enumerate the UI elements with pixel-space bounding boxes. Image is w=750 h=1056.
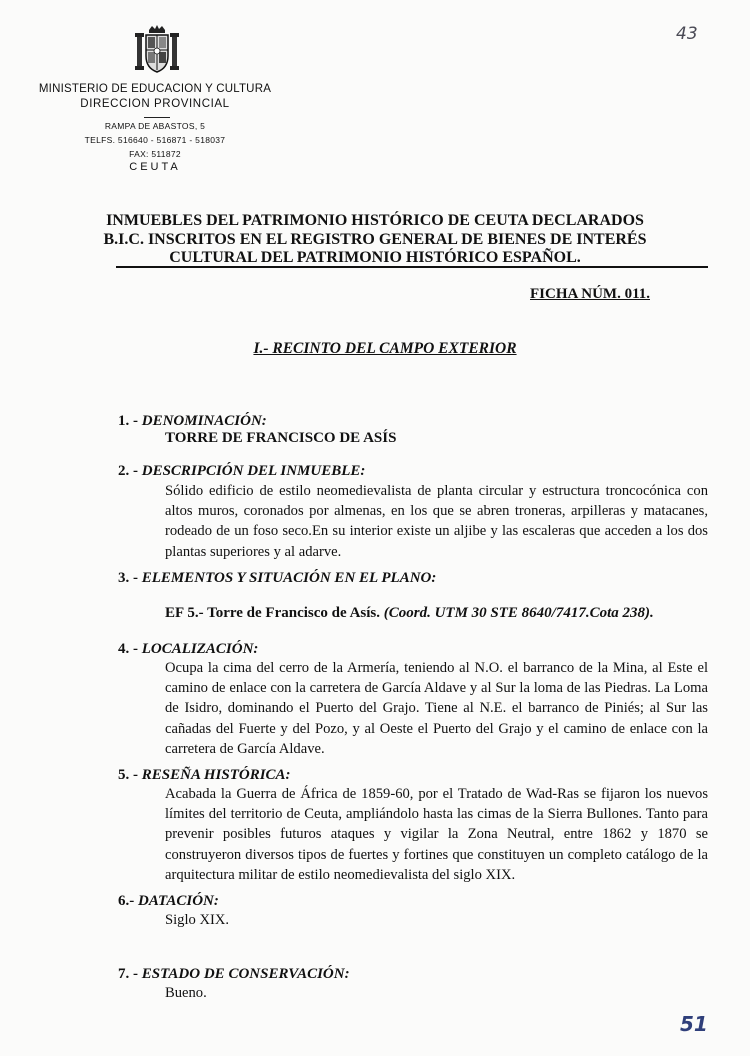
- denominacion-value: TORRE DE FRANCISCO DE ASÍS: [165, 430, 397, 446]
- coat-of-arms-icon: [134, 24, 180, 74]
- section-heading-elementos: [118, 570, 436, 587]
- section-heading-text: DESCRIPCIÓN DEL INMUEBLE:: [141, 463, 366, 479]
- document-title-line-2: B.I.C. INSCRITOS EN EL REGISTRO GENERAL DE BIENES DE INTERÉS: [103, 231, 647, 248]
- section-heading-datacion: [118, 893, 219, 910]
- letterhead-fax: FAX: 511872: [129, 149, 181, 159]
- letterhead-address: RAMPA DE ABASTOS, 5: [104, 121, 206, 131]
- section-heading-text: ESTADO DE CONSERVACIÓN:: [141, 966, 350, 982]
- descripcion-text: Sólido edificio de estilo neomedievalista de planta circular y estructura troncocónica con altos muros, coronados por almenas, en los que se abren troneras, arpilleras y matacanes, rodeado de un foso seco.En su interior existe un aljibe y las escaleras que acceden a los dos plantas superiores y al adarve.: [165, 483, 708, 560]
- elementos-value: [165, 605, 654, 622]
- section-heading-localizacion: [118, 641, 258, 658]
- ficha-number: FICHA NÚM. 011.: [530, 286, 650, 302]
- document-title-line-3: CULTURAL DEL PATRIMONIO HISTÓRICO ESPAÑOL.: [169, 249, 581, 266]
- section-number: 4. -: [118, 641, 142, 657]
- section-heading-text: LOCALIZACIÓN:: [141, 641, 259, 657]
- section-number: 1. -: [118, 413, 142, 429]
- section-number: 2. -: [118, 463, 142, 479]
- section-heading-text: ELEMENTOS Y SITUACIÓN EN EL PLANO:: [141, 570, 437, 586]
- section-heading-text: RESEÑA HISTÓRICA:: [141, 767, 291, 783]
- handwritten-page-number-bottom: 51: [680, 1012, 708, 1036]
- conservacion-text: Bueno.: [165, 985, 207, 1001]
- letterhead-phones: TELFS. 516640 - 516871 - 518037: [84, 135, 226, 145]
- letterhead-divider: [144, 117, 170, 118]
- resena-text: Acabada la Guerra de África de 1859-60, por el Tratado de Wad-Ras se fijaron los nuevos límites del territorio de Ceuta, ampliándolo hasta las cimas de la Sierra Bullones. Tanto para prevenir posibles futuros ataques y vigilar la Zona Neutral, entre 1862 y 1870 se construyeron diversos tipos de fuertes y fortines que constituyen un completo catálogo de la arquitectura militar de estilo neomedievalista del siglo XIX.: [165, 786, 708, 883]
- part-title: I.- RECINTO DEL CAMPO EXTERIOR: [253, 340, 517, 357]
- section-number: 5. -: [118, 767, 142, 783]
- letterhead-direccion: DIRECCION PROVINCIAL: [80, 98, 230, 110]
- elementos-label: EF 5.- Torre de Francisco de Asís.: [165, 605, 384, 621]
- title-divider: [116, 266, 708, 268]
- section-number: 6.-: [118, 893, 138, 909]
- elementos-coordinates: (Coord. UTM 30 STE 8640/7417.Cota 238).: [383, 605, 654, 621]
- section-heading-text: DENOMINACIÓN:: [141, 413, 267, 429]
- section-heading-text: DATACIÓN:: [138, 893, 219, 909]
- localizacion-text: Ocupa la cima del cerro de la Armería, teniendo al N.O. el barranco de la Mina, al Este el camino de enlace con la carretera de García Aldave y al Sur la loma de las Piedras. La Loma de Isidro, dominando el Puerto del Grajo. Tiene al N.E. el barranco de Piniés; al Sur las cañadas del Fuerte y del Pozo, y al Oeste el Puerto del Grajo y el camino de enlace con la carretera de García Aldave.: [165, 660, 708, 757]
- section-number: 7. -: [118, 966, 142, 982]
- section-heading-denominacion: [118, 413, 267, 430]
- document-title-line-1: INMUEBLES DEL PATRIMONIO HISTÓRICO DE CEUTA DECLARADOS: [106, 212, 644, 229]
- section-heading-resena: [118, 767, 291, 784]
- letterhead-city: CEUTA: [129, 161, 181, 173]
- section-number: 3. -: [118, 570, 142, 586]
- handwritten-page-number-top: 43: [676, 24, 698, 44]
- section-heading-descripcion: [118, 463, 365, 480]
- letterhead-ministry: MINISTERIO DE EDUCACION Y CULTURA: [38, 83, 272, 95]
- section-heading-conservacion: [118, 966, 350, 983]
- datacion-text: Siglo XIX.: [165, 912, 230, 928]
